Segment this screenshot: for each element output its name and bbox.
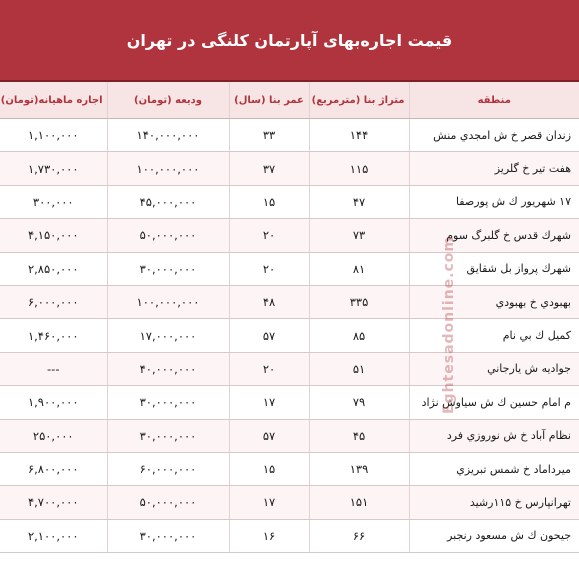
table-row (0, 319, 579, 352)
cell-area: ۸۱ (309, 252, 409, 285)
cell-region: م امام حسين ك ش سياوش نژاد (409, 386, 579, 419)
cell-rent: ۶,۸۰۰,۰۰۰ (0, 452, 107, 485)
table-row (0, 352, 579, 385)
cell-rent: ۴,۱۵۰,۰۰۰ (0, 219, 107, 252)
cell-age: ۱۵ (229, 452, 309, 485)
cell-region: تهرانپارس خ ۱۱۵رشيد (409, 486, 579, 519)
header-region: منطقه (409, 82, 579, 119)
cell-age: ۲۰ (229, 352, 309, 385)
cell-deposit: ۳۰,۰۰۰,۰۰۰ (107, 386, 229, 419)
cell-deposit: ۵۰,۰۰۰,۰۰۰ (107, 486, 229, 519)
cell-rent: ۱,۱۰۰,۰۰۰ (0, 119, 107, 152)
cell-region: جيحون ك ش مسعود رنجبر (409, 519, 579, 552)
cell-area: ۱۴۴ (309, 119, 409, 152)
cell-age: ۱۵ (229, 185, 309, 218)
cell-rent: ۲,۱۰۰,۰۰۰ (0, 519, 107, 552)
cell-deposit: ۱۰۰,۰۰۰,۰۰۰ (107, 152, 229, 185)
cell-area: ۴۷ (309, 185, 409, 218)
header-area: متراژ بنا (مترمربع) (309, 82, 409, 119)
cell-deposit: ۴۵,۰۰۰,۰۰۰ (107, 185, 229, 218)
cell-age: ۱۷ (229, 386, 309, 419)
header-deposit: ودیعه (تومان) (107, 82, 229, 119)
cell-region: هفت تير خ گلريز (409, 152, 579, 185)
cell-area: ۶۶ (309, 519, 409, 552)
cell-age: ۴۸ (229, 285, 309, 318)
table-row (0, 219, 579, 252)
table-row (0, 519, 579, 552)
cell-age: ۲۰ (229, 252, 309, 285)
cell-area: ۱۵۱ (309, 486, 409, 519)
cell-deposit: ۳۰,۰۰۰,۰۰۰ (107, 419, 229, 452)
cell-age: ۳۳ (229, 119, 309, 152)
cell-age: ۱۷ (229, 486, 309, 519)
table-row (0, 386, 579, 419)
cell-deposit: ۳۰,۰۰۰,۰۰۰ (107, 519, 229, 552)
cell-age: ۱۶ (229, 519, 309, 552)
header-age: عمر بنا (سال) (229, 82, 309, 119)
cell-deposit: ۵۰,۰۰۰,۰۰۰ (107, 219, 229, 252)
cell-region: شهرك قدس خ گلبرگ سوم (409, 219, 579, 252)
cell-rent: --- (0, 352, 107, 385)
cell-region: زندان قصر خ ش امجدي منش (409, 119, 579, 152)
cell-region: ۱۷ شهريور ك ش پورصفا (409, 185, 579, 218)
cell-area: ۸۵ (309, 319, 409, 352)
cell-area: ۱۳۹ (309, 452, 409, 485)
cell-region: شهرك پرواز بل شقايق (409, 252, 579, 285)
cell-rent: ۱,۷۳۰,۰۰۰ (0, 152, 107, 185)
cell-region: جواديه ش يارجاني (409, 352, 579, 385)
table-header-row (0, 82, 579, 119)
cell-area: ۷۹ (309, 386, 409, 419)
header-rent: اجاره ماهیانه(تومان) (0, 82, 107, 119)
page-title: قیمت اجاره‌بهای آپارتمان کلنگی در تهران (126, 30, 453, 50)
watermark-text: Eghtesadonline.com (441, 235, 458, 415)
cell-deposit: ۱۴۰,۰۰۰,۰۰۰ (107, 119, 229, 152)
cell-area: ۱۱۵ (309, 152, 409, 185)
cell-deposit: ۴۰,۰۰۰,۰۰۰ (107, 352, 229, 385)
cell-rent: ۶,۰۰۰,۰۰۰ (0, 285, 107, 318)
rent-table (0, 82, 579, 553)
table-row (0, 185, 579, 218)
table-row (0, 252, 579, 285)
cell-rent: ۲,۸۵۰,۰۰۰ (0, 252, 107, 285)
table-row (0, 419, 579, 452)
cell-deposit: ۱۰۰,۰۰۰,۰۰۰ (107, 285, 229, 318)
cell-region: ميرداماد خ شمس تبريزي (409, 452, 579, 485)
table-row (0, 119, 579, 152)
cell-age: ۵۷ (229, 319, 309, 352)
cell-area: ۴۵ (309, 419, 409, 452)
table-row (0, 452, 579, 485)
cell-age: ۳۷ (229, 152, 309, 185)
cell-deposit: ۳۰,۰۰۰,۰۰۰ (107, 252, 229, 285)
cell-rent: ۱,۴۶۰,۰۰۰ (0, 319, 107, 352)
title-bar (0, 0, 579, 82)
table-body (0, 119, 579, 553)
cell-rent: ۱,۹۰۰,۰۰۰ (0, 386, 107, 419)
cell-age: ۵۷ (229, 419, 309, 452)
cell-area: ۵۱ (309, 352, 409, 385)
cell-rent: ۳۰۰,۰۰۰ (0, 185, 107, 218)
table-row (0, 152, 579, 185)
cell-area: ۳۳۵ (309, 285, 409, 318)
cell-age: ۲۰ (229, 219, 309, 252)
table-row (0, 486, 579, 519)
cell-region: كميل ك بي نام (409, 319, 579, 352)
cell-deposit: ۱۷,۰۰۰,۰۰۰ (107, 319, 229, 352)
cell-rent: ۴,۷۰۰,۰۰۰ (0, 486, 107, 519)
table-row (0, 285, 579, 318)
cell-region: بهبودي خ بهبودي (409, 285, 579, 318)
cell-rent: ۲۵۰,۰۰۰ (0, 419, 107, 452)
cell-area: ۷۳ (309, 219, 409, 252)
cell-region: نظام آباد خ ش نوروزي فرد (409, 419, 579, 452)
cell-deposit: ۶۰,۰۰۰,۰۰۰ (107, 452, 229, 485)
